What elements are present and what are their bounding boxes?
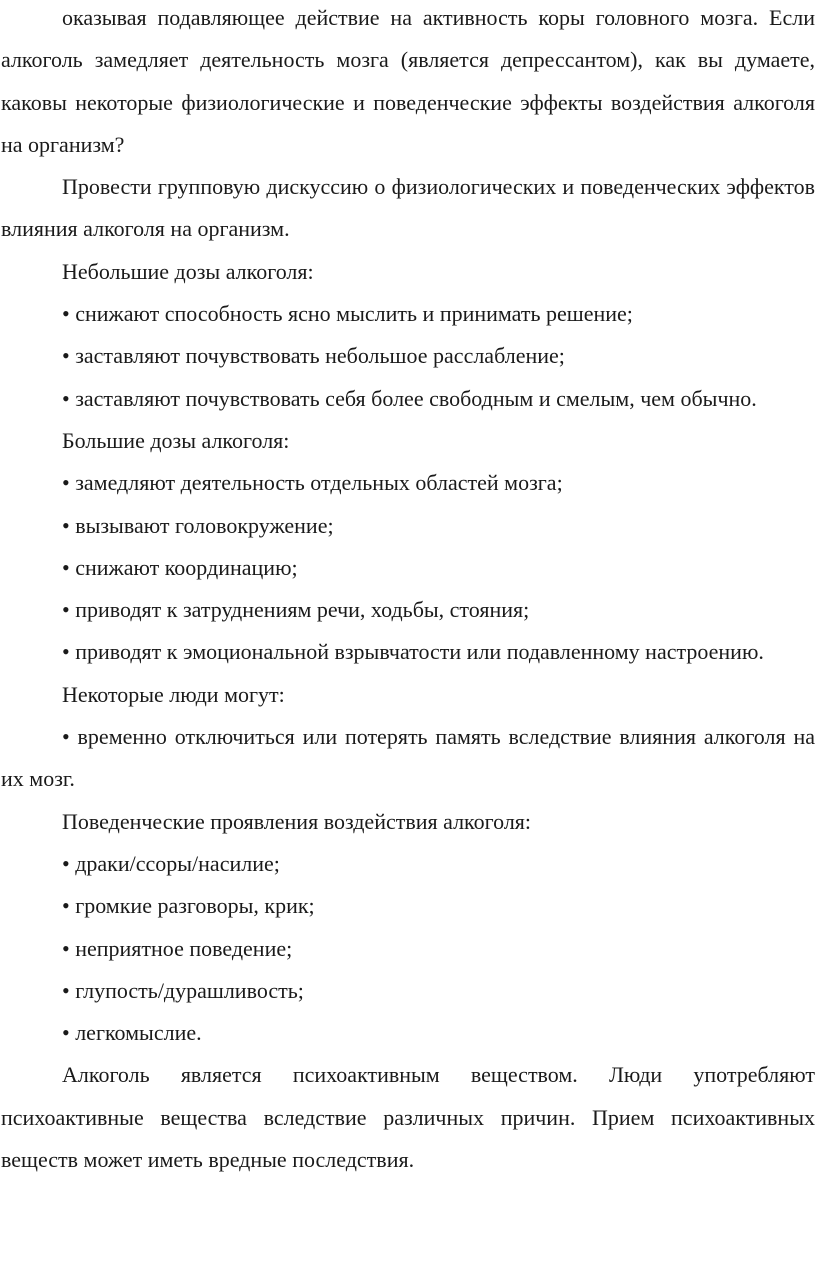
list-item: • приводят к затруднениям речи, ходьбы, стояния; xyxy=(62,597,530,623)
heading-some-people: Некоторые люди могут: xyxy=(62,681,285,707)
list-item: • громкие разговоры, крик; xyxy=(62,893,315,919)
list-item: • замедляют деятельность отдельных областей мозга; xyxy=(62,470,563,496)
paragraph-conclusion: Алкоголь является психоактивным веществом. Люди употребляют психоактивные вещества вследствие различных причин. Прием психоактивных веществ может иметь вредные последствия. xyxy=(1,1062,815,1173)
list-item: • глупость/дурашливость; xyxy=(62,977,304,1003)
heading-small-doses: Небольшие дозы алкоголя: xyxy=(62,258,314,284)
list-item: • неприятное поведение; xyxy=(62,935,293,961)
list-item: • снижают способность ясно мыслить и принимать решение; xyxy=(62,301,633,327)
list-item: • легкомыслие. xyxy=(62,1020,202,1046)
list-item: • заставляют почувствовать небольшое расслабление; xyxy=(62,343,565,369)
list-item: • приводят к эмоциональной взрывчатости или подавленному настроению. xyxy=(62,639,764,665)
heading-large-doses: Большие дозы алкоголя: xyxy=(62,427,290,453)
paragraph-discussion: Провести групповую дискуссию о физиологических и поведенческих эффектов влияния алкоголя на организм. xyxy=(1,174,815,242)
list-item: • заставляют почувствовать себя более свободным и смелым, чем обычно. xyxy=(62,385,757,411)
heading-behavioral: Поведенческие проявления воздействия алкоголя: xyxy=(62,808,532,834)
list-item: • вызывают головокружение; xyxy=(62,512,334,538)
list-item: • драки/ссоры/насилие; xyxy=(62,850,280,876)
paragraph-intro-question: оказывая подавляющее действие на активность коры головного мозга. Если алкоголь замедляет деятельность мозга (является депрессантом), как вы думаете, каковы некоторые физиологические и поведенческие эффекты воздействия алкоголя на организм? xyxy=(1,5,815,157)
list-item: • временно отключиться или потерять память вследствие влияния алкоголя на их мозг. xyxy=(1,724,815,792)
list-item: • снижают координацию; xyxy=(62,554,298,580)
